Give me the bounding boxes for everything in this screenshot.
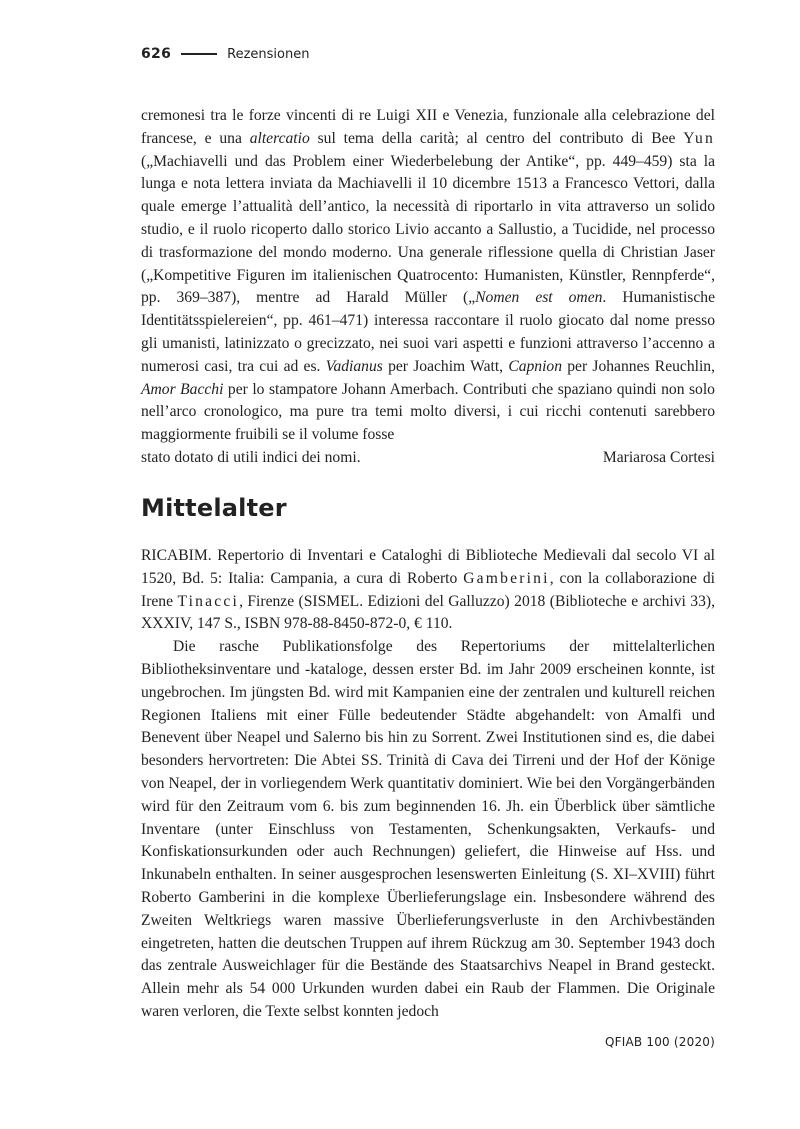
journal-footer: QFIAB 100 (2020) [605,1035,715,1049]
bibliographic-entry: RICABIM. Repertorio di Inventari e Cataloghi di Biblioteche Medievali dal secolo VI al 1520, Bd. 5: Italia: Campania, a cura di Roberto Gamberini, con la collaborazione di Irene Tinacci, Firenze (SISMEL. Edizioni del Galluzzo) 2018 (Biblioteche e archivi 33), XXXIV, 147 S., ISBN 978-88-8450-872-0, € 110. [141,547,715,633]
review-mittelalter [141,545,715,1024]
review-continuation [141,105,715,470]
running-head [141,42,309,66]
review-paragraph: cremonesi tra le forze vincenti di re Luigi XII e Venezia, funzionale alla celebrazione del francese, e una altercatio sul tema della carità; al centro del contributo di Bee Yun („Machiavelli und das Problem einer Wiederbelebung der Antike“, pp. 449–459) sta la lunga e nota lettera inviata da Machiavelli il 10 dicembre 1513 a Francesco Vettori, dalla quale emerge l’attualità dell’antico, la necessità di riportarlo in vita attraverso un solido studio, e il ruolo ricoperto dallo storico Livio accanto a Sallustio, a Tucidide, nel processo di trasformazione del mondo moderno. Una generale riflessione quella di Christian Jaser („Kompetitive Figuren im italienischen Quatrocento: Humanisten, Künstler, Rennpferde“, pp. 369–387), mentre ad Harald Müller („Nomen est omen. Humanistische Identitätsspielereien“, pp. 461–471) interessa raccontare il ruolo giocato dal nome presso gli umanisti, latinizzato o grecizzato, nei suoi vari aspetti e funzioni attraverso l’accenno a numerosi casi, tra cui ad es. Vadianus per Joachim Watt, Capnion per Johannes Reuchlin, Amor Bacchi per lo stampatore Johann Amerbach. Contributi che spaziano quindi non solo nell’arco cronologico, ma pure tra temi molto diversi, i cui ricchi contenuti sarebbero maggiormente fruibili se il volume fosse [141,107,715,444]
section-heading: Mittelalter [141,494,287,522]
reviewer-name: Mariarosa Cortesi [602,448,715,466]
signature-line [141,447,715,470]
page-number: 626 [141,46,172,62]
review-body: Die rasche Publikationsfolge des Repertoriums der mittelalterlichen Bibliotheksinventare und -kataloge, dessen erster Bd. im Jahr 2009 erscheinen konnte, ist ungebrochen. Im jüngsten Bd. wird mit Kampanien eine der zentralen und kulturell reichen Regionen Italiens mit einer Fülle bedeutender Städte abgehandelt: von Amalfi und Benevent über Neapel und Salerno bis hin zu Sorrent. Zwei Institutionen sind es, die dabei besonders hervortreten: Die Abtei SS. Trinità di Cava dei Tirreni und der Hof der Könige von Neapel, der in vorliegendem Werk quantitativ dominiert. Wie bei den Vorgängerbänden wird für den Zeitraum vom 6. bis zum beginnenden 16. Jh. ein Überblick über sämtliche Inventare (unter Einschluss von Testamenten, Schenkungsakten, Verkaufs- und Konfiskationsurkunden oder auch Rechnungen) geliefert, die Hinweise auf Hss. und Inkunabeln enthalten. In seiner ausgesprochen lesenswerten Einleitung (S. XI–XVIII) führt Roberto Gamberini in die komplexe Überlieferungslage ein. Insbesondere während des Zweiten Weltkriegs waren massive Überlieferungsverluste in den Archivbeständen eingetreten, hatten die deutschen Truppen auf ihrem Rückzug am 30. September 1943 doch das zentrale Ausweichlager für die Bestände des Staatsarchivs Neapel in Brand gesteckt. Allein mehr als 54 000 Urkunden wurden dabei ein Raub der Flammen. Die Originale waren verloren, die Texte selbst konnten jedoch [141,638,715,1020]
header-rule [181,53,217,55]
closing-line: stato dotato di utili indici dei nomi. [141,448,361,466]
running-head-title: Rezensionen [227,46,310,62]
